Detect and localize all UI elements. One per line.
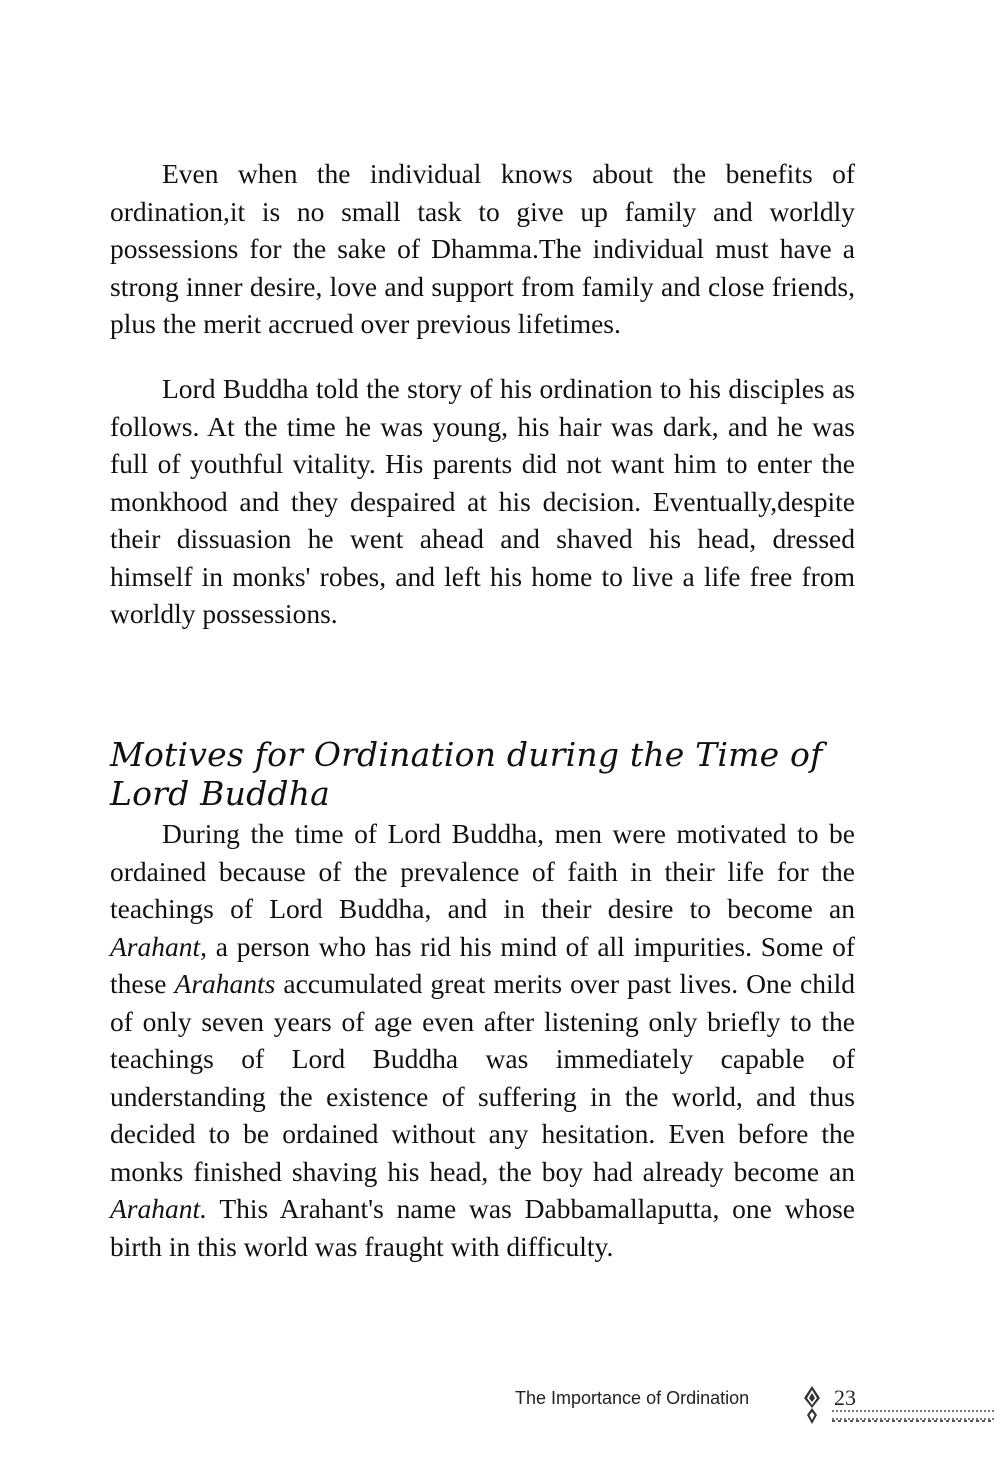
- term-arahants: Arahants: [174, 968, 276, 999]
- lotus-ornament-icon: [800, 1384, 824, 1426]
- section-heading: Motives for Ordination during the Time of Lord Buddha: [110, 735, 823, 813]
- running-footer-title: The Importance of Ordination: [515, 1388, 750, 1408]
- term-arahant: Arahant.: [110, 1193, 208, 1224]
- text-run: During the time of Lord Buddha, men were motivated to be ordained because of the prevalence of faith in their life for the teachings of Lord Buddha, and in their desire to become an: [110, 818, 855, 924]
- footer-rule-dashed: [832, 1420, 994, 1422]
- footer-rule: [832, 1410, 994, 1420]
- text-run: , a person who has rid his mind of all impurities. Some of these: [110, 930, 855, 999]
- text-run: accumulated great merits over past lives. One child of only seven years of age even after listening only briefly to the teachings of Lord Buddha was immediately capable of understanding the existence of suffering in the world, and thus decided to be ordained without any hesitation. Even before the monks finished shaving his head, the boy had already become an: [110, 968, 855, 1187]
- paragraph-2: Lord Buddha told the story of his ordination to his disciples as follows. At the time he was young, his hair was dark, and he was full of youthful vitality. His parents did not want him to enter the monkhood and they despaired at his decision. Eventually,despite their dissuasion he went ahead and shaved his head, dressed himself in monks' robes, and left his home to live a life free from worldly possessions.: [110, 373, 855, 629]
- text-run: This Arahant's name was Dabbamallaputta, one whose birth in this world was fraught with difficulty.: [110, 1193, 855, 1262]
- paragraph-1: Even when the individual knows about the benefits of ordination,it is no small task to give up family and worldly possessions for the sake of Dhamma.The individual must have a strong inner desire, love and support from family and close friends, plus the merit accrued over previous lifetimes.: [110, 158, 855, 339]
- page-number: 23: [834, 1385, 856, 1410]
- term-arahant: Arahant: [110, 930, 201, 962]
- paragraph-3: [110, 815, 855, 1265]
